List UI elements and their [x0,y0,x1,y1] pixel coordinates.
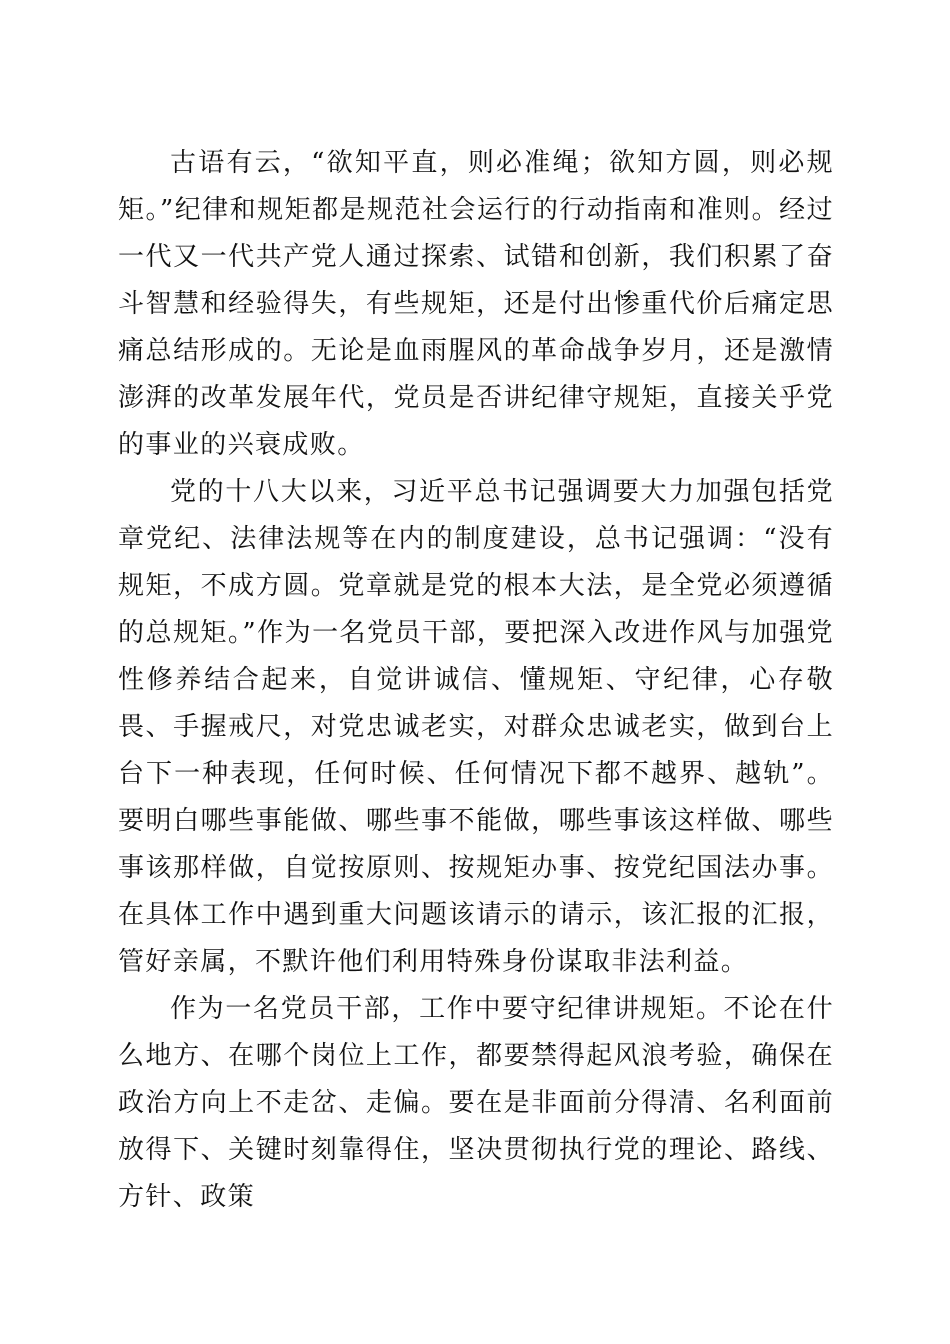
paragraph-party-cadre: 作为一名党员干部，工作中要守纪律讲规矩。不论在什么地方、在哪个岗位上工作，都要禁得起风浪考验，确保在政治方向上不走岔、走偏。要在是非面前分得清、名利面前放得下、关键时刻靠得住，坚决贯彻执行党的理论、路线、方针、政策 [118,994,834,1212]
paragraph-ancient-saying: 古语有云，“欲知平直，则必准绳；欲知方圆，则必规矩。”纪律和规矩都是规范社会运行的行动指南和准则。经过一代又一代共产党人通过探索、试错和创新，我们积累了奋斗智慧和经验得失，有些规矩，还是付出惨重代价后痛定思痛总结形成的。无论是血雨腥风的革命战争岁月，还是激情澎湃的改革发展年代，党员是否讲纪律守规矩，直接关乎党的事业的兴衰成败。 [118,148,834,460]
document-body [118,140,834,1221]
paragraph-party-congress: 党的十八大以来，习近平总书记强调要大力加强包括党章党纪、法律法规等在内的制度建设，总书记强调：“没有规矩，不成方圆。党章就是党的根本大法，是全党必须遵循的总规矩。”作为一名党员干部，要把深入改进作风与加强党性修养结合起来，自觉讲诚信、懂规矩、守纪律，心存敬畏、手握戒尺，对党忠诚老实，对群众忠诚老实，做到台上台下一种表现，任何时候、任何情况下都不越界、越轨”。要明白哪些事能做、哪些事不能做，哪些事该这样做、哪些事该那样做，自觉按原则、按规矩办事、按党纪国法办事。在具体工作中遇到重大问题该请示的请示，该汇报的汇报，管好亲属，不默许他们利用特殊身份谋取非法利益。 [118,477,834,977]
